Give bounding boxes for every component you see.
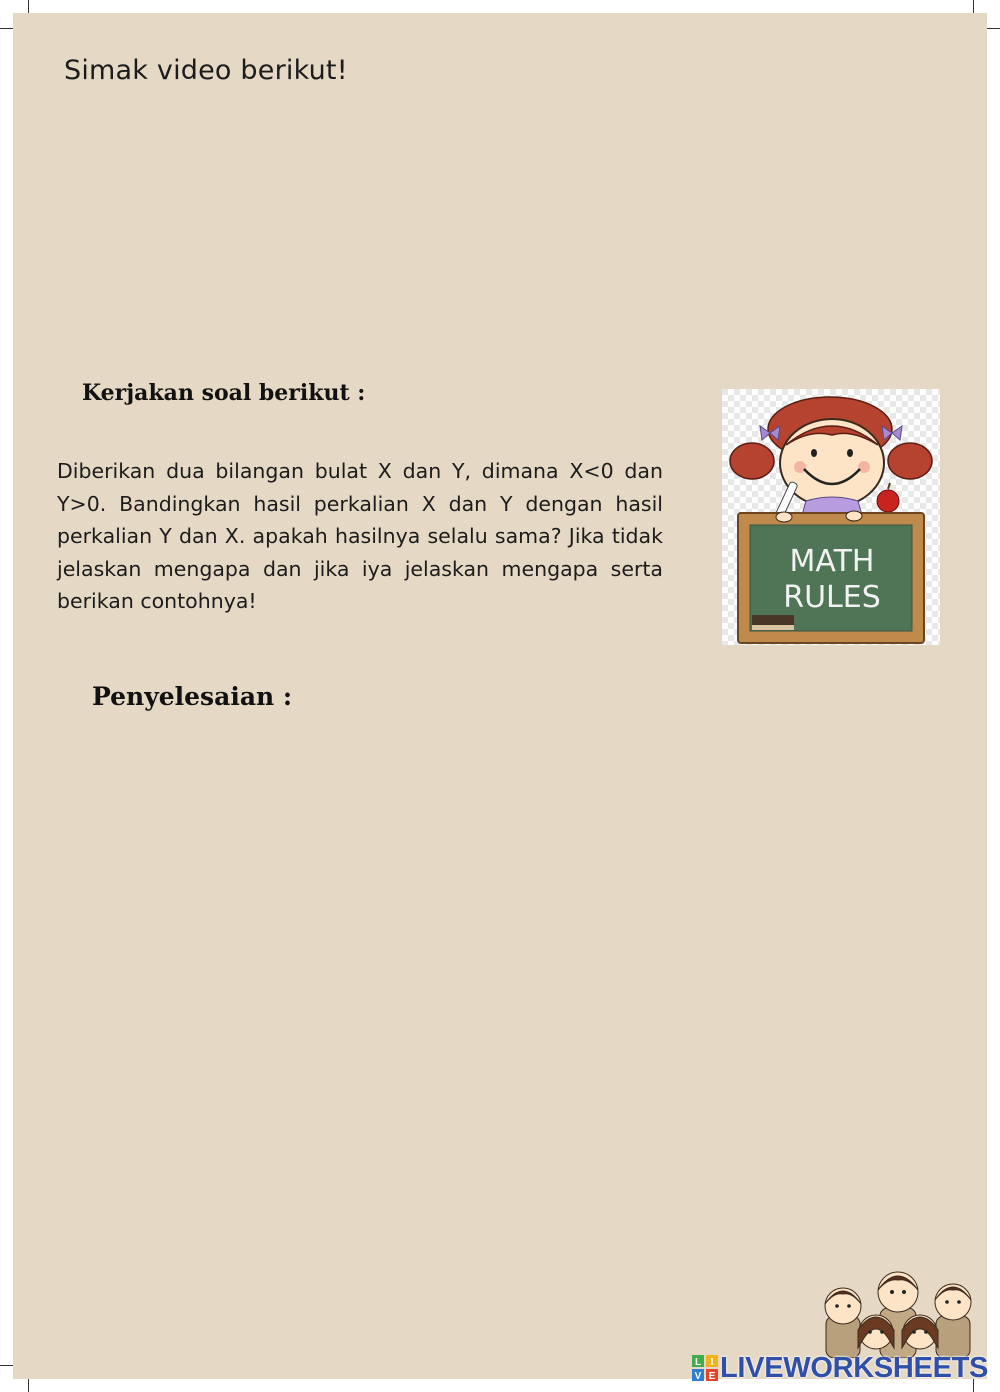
crop-mark (28, 1377, 29, 1392)
chalkboard-line1: MATH (789, 544, 875, 579)
svg-text:I: I (710, 1357, 714, 1368)
instruction-text: Simak video berikut! (64, 55, 348, 86)
watermark-text: LIVEWORKSHEETS (720, 1351, 989, 1384)
kids-decoration (818, 1268, 978, 1358)
svg-text:L: L (694, 1357, 702, 1368)
svg-text:E: E (708, 1371, 716, 1381)
math-rules-illustration (722, 389, 940, 645)
question-text: Diberikan dua bilangan bulat X dan Y, dimana X<0 dan Y>0. Bandingkan hasil perkalian X dan Y dengan hasil perkalian Y dan X. apakah hasilnya selalu sama? Jika tidak jelaskan mengapa dan jika iya jelaskan mengapa serta berikan contohnya! (57, 459, 663, 613)
liveworksheets-watermark (692, 1352, 988, 1384)
task-heading: Kerjakan soal berikut : (82, 380, 366, 406)
crop-mark (985, 28, 1000, 29)
liveworksheets-logo-icon (692, 1355, 718, 1381)
answer-heading: Penyelesaian : (92, 682, 293, 711)
svg-text:V: V (694, 1371, 702, 1381)
chalkboard-line2: RULES (783, 580, 881, 615)
